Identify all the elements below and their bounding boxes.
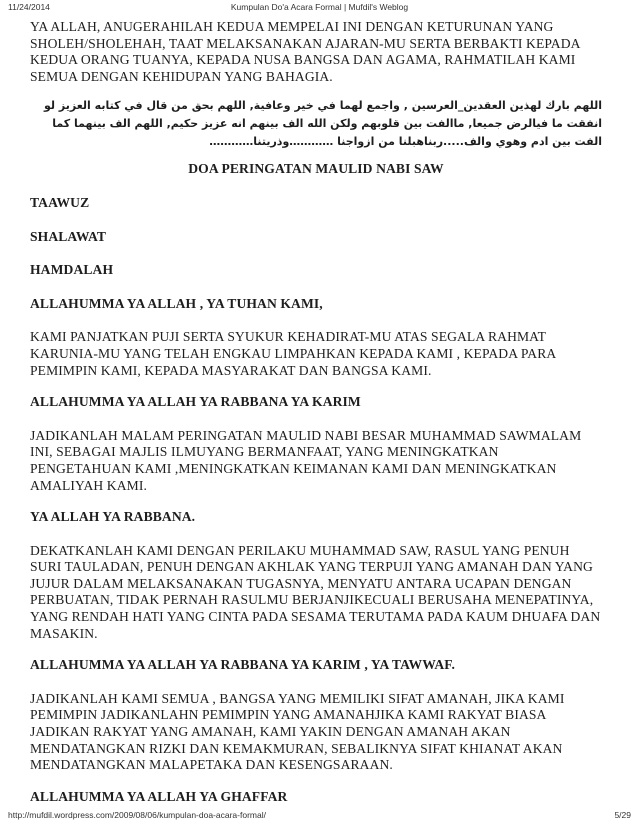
page-number: 5/29 <box>614 810 631 820</box>
intro-paragraph: YA ALLAH, ANUGERAHILAH KEDUA MEMPELAI INI DENGAN KETURUNAN YANG SHOLEH/SHOLEHAH, TAAT MELAKSANAKAN AJARAN-MU SERTA BERBAKTI KEPADA KEDUA ORANG TUANYA, KEPADA NUSA BANGSA DAN AGAMA, RAHMATILAH KAMI SEMUA DENGAN KEHIDUPAN YANG BAHAGIA. <box>30 19 580 84</box>
document-body <box>30 19 602 822</box>
paragraph-3: DEKATKANLAH KAMI DENGAN PERILAKU MUHAMMAD SAW, RASUL YANG PENUH SURI TAULADAN, PENUH DENGAN AKHLAK YANG TERPUJI YANG AMANAH DAN YANG JUJUR DALAM MELAKSANAKAN TUGASNYA, MENYATU ANTARA UCAPAN DENGAN PERBUATAN, TIDAK PERNAH RASULMU BERJANJIKECUALI BERUSAHA MENEPATINYA, YANG RENDAH HATI YANG CINTA PADA SESAMA TERUTAMA PADA KAUM DHUAFA DAN MASAKIN. <box>30 542 601 641</box>
section-title: DOA PERINGATAN MAULID NABI SAW <box>188 161 444 177</box>
heading-allahumma-1: ALLAHUMMA YA ALLAH , YA TUHAN KAMI, <box>30 295 323 311</box>
paragraph-2: JADIKANLAH MALAM PERINGATAN MAULID NABI BESAR MUHAMMAD SAWMALAM INI, SEBAGAI MAJLIS ILMUYANG BERMANFAAT, YANG MENINGKATKAN PENGETAHUAN KAMI ,MENINGKATKAN KEIMANAN KAMI DAN MENINGKATKAN AMALIYAH KAMI. <box>30 427 582 493</box>
heading-taawuz: TAAWUZ <box>30 194 90 210</box>
page-title: Kumpulan Do'a Acara Formal | Mufdil's Weblog <box>230 2 409 12</box>
source-url[interactable]: http://mufdil.wordpress.com/2009/08/06/kumpulan-doa-acara-formal/ <box>8 810 266 820</box>
page-footer <box>8 810 631 822</box>
heading-ya-allah: YA ALLAH YA RABBANA. <box>30 509 196 525</box>
heading-hamdalah: HAMDALAH <box>30 262 114 278</box>
heading-shalawat: SHALAWAT <box>30 228 107 244</box>
print-date: 11/24/2014 <box>8 2 50 12</box>
paragraph-4: JADIKANLAH KAMI SEMUA , BANGSA YANG MEMILIKI SIFAT AMANAH, JIKA KAMI PEMIMPIN JADIKANLAHN PEMIMPIN YANG AMANAHJIKA KAMI RAKYAT BIASA JADIKAN RAKYAT YANG AMANAH, KAMI YAKIN DENGAN AMANAH AKAN MENDATANGKAN RIZKI DAN KEMAKMURAN, SEBALIKNYA SIFAT KHIANAT AKAN MENDATANGKAN MALAPETAKA DAN KESENGSARAAN. <box>30 690 565 773</box>
heading-allahumma-4: ALLAHUMMA YA ALLAH YA GHAFFAR <box>30 788 288 804</box>
heading-allahumma-3: ALLAHUMMA YA ALLAH YA RABBANA YA KARIM , YA TAWWAF. <box>30 657 455 673</box>
heading-allahumma-2: ALLAHUMMA YA ALLAH YA RABBANA YA KARIM <box>30 394 361 410</box>
paragraph-1: KAMI PANJATKAN PUJI SERTA SYUKUR KEHADIRAT-MU ATAS SEGALA RAHMAT KARUNIA-MU YANG TELAH ENGKAU LIMPAHKAN KEPADA KAMI , KEPADA PARA PEMIMPIN KAMI, KEPADA MASYARAKAT DAN BANGSA KAMI. <box>30 329 556 378</box>
page-header <box>8 2 631 16</box>
arabic-prayer: اللهم بارك لهذين العقدين_العرسين , واجمع لهما في خير وعافية, اللهم بحق من قال في كتابه العزيز لو انفقت ما فيالرض جميعا, ماالفت بين قلوبهم ولكن الله الف بينهم انه عزيز حكيم, اللهم الف بينهما كما الفت بين ادم وهوي والف.....ربناهبلنا من ازواجنا …………وذريتنا………… <box>44 99 602 149</box>
